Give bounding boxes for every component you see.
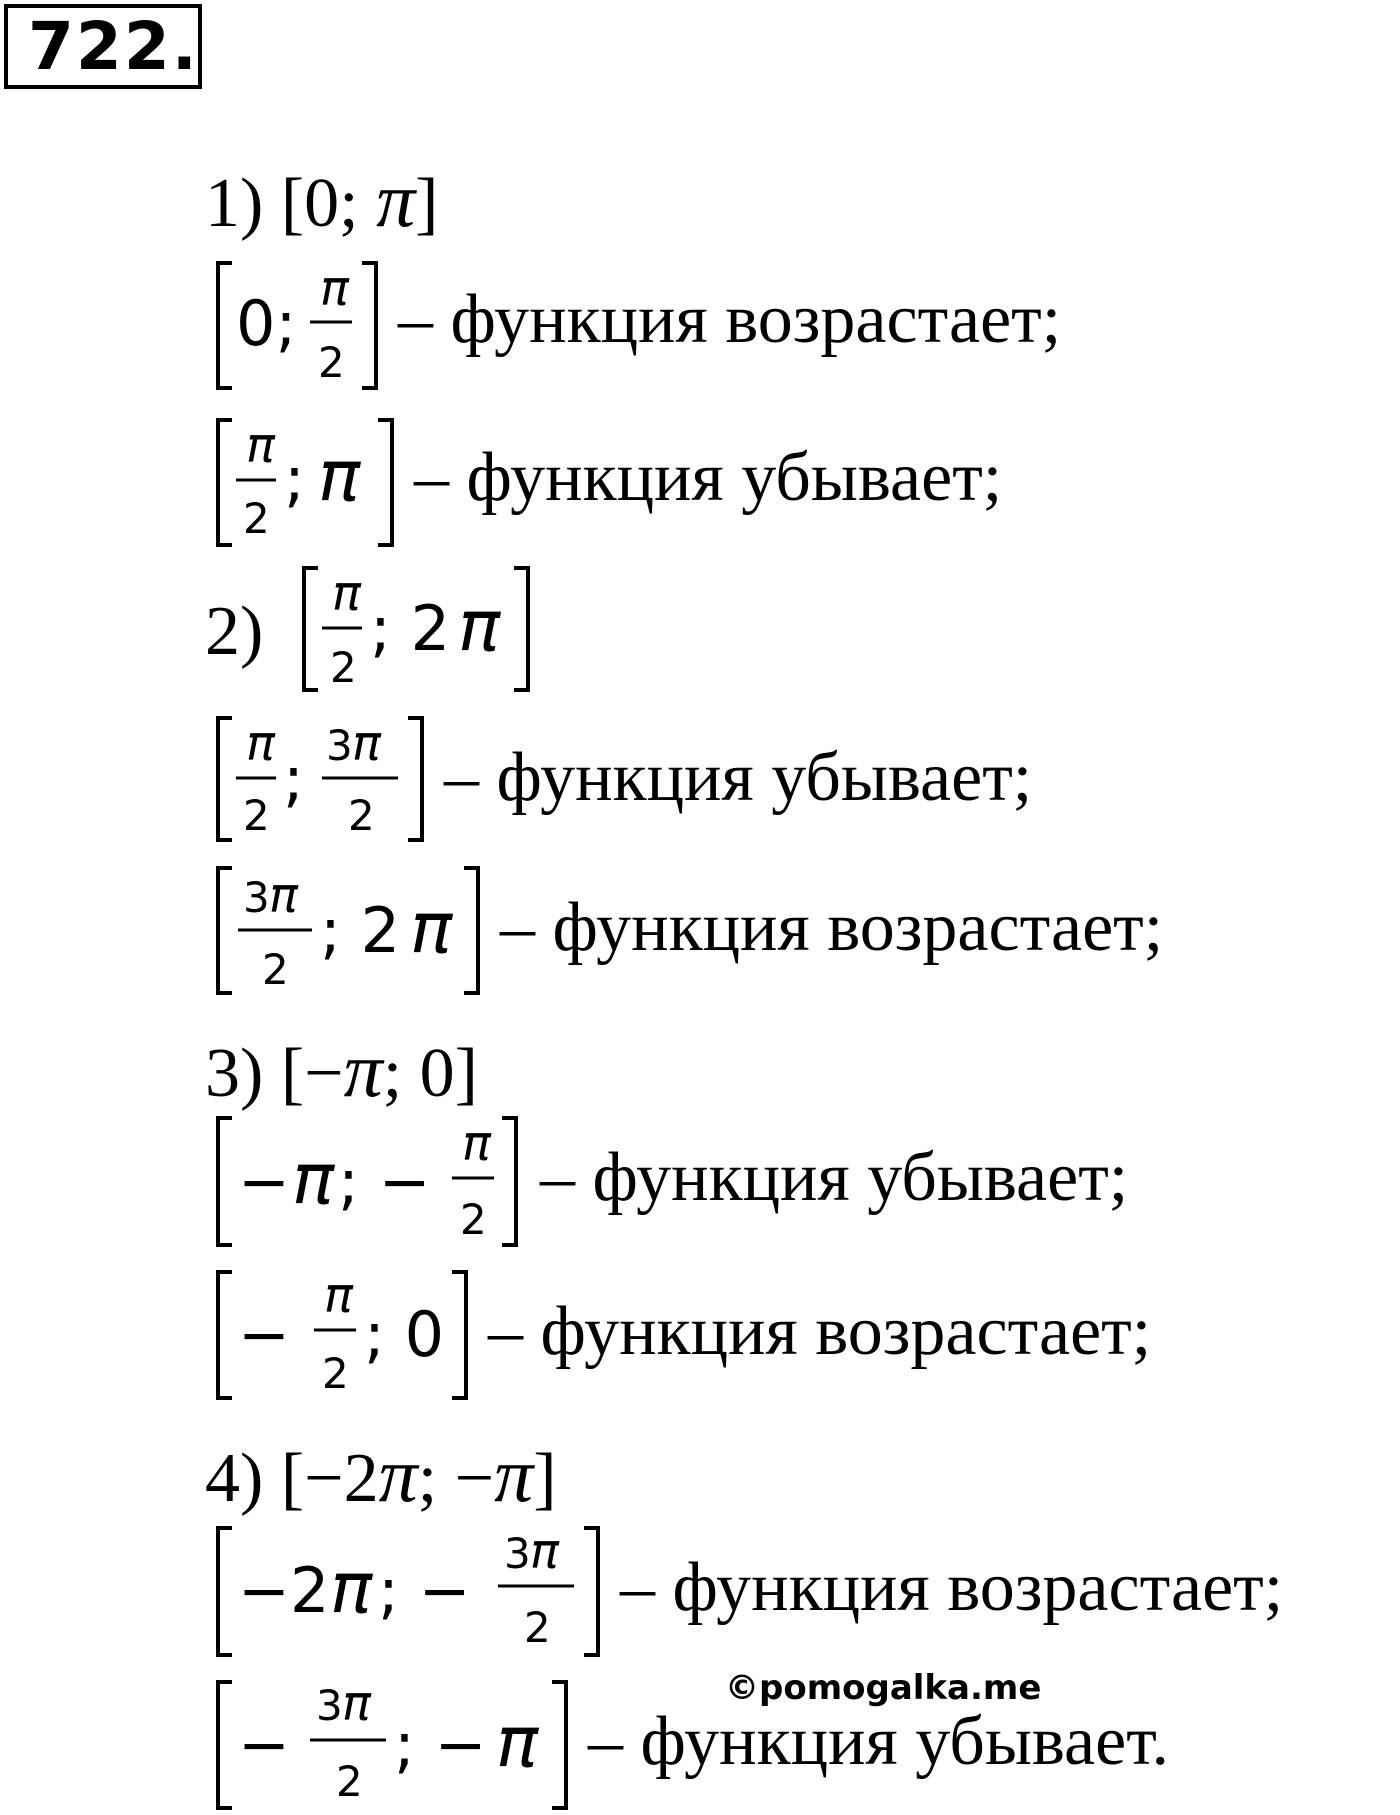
svg-text:π: π <box>530 1524 559 1580</box>
svg-text:3: 3 <box>316 1681 343 1730</box>
svg-text:π: π <box>324 1268 353 1324</box>
svg-text:π: π <box>332 566 361 622</box>
item-4-label: 4) <box>205 1440 264 1517</box>
item-3-label: 3) <box>205 1035 264 1112</box>
item-1-part-1-interval <box>218 261 376 388</box>
item-1-part-2-text: – функция убывает; <box>414 439 1003 516</box>
svg-text:2: 2 <box>524 1603 551 1652</box>
svg-text:π: π <box>269 868 298 924</box>
item-4-interval: [−2π; −π] <box>280 1431 557 1518</box>
item-4-part-1-interval <box>218 1524 598 1655</box>
item-1-part-2-interval <box>218 418 392 545</box>
svg-text:π: π <box>318 435 361 517</box>
svg-text:π: π <box>246 716 275 772</box>
item-2-part-1-text: – функция убывает; <box>444 739 1033 816</box>
svg-text:3: 3 <box>243 873 270 922</box>
item-4-part-1-text: – функция возрастает; <box>620 1549 1284 1626</box>
item-2-part-2-text: – функция возрастает; <box>500 889 1164 966</box>
item-2-part-1-interval <box>218 716 422 840</box>
svg-text:−2: −2 <box>238 1554 330 1627</box>
svg-text:3: 3 <box>326 721 353 770</box>
svg-text:3: 3 <box>504 1529 531 1578</box>
svg-text:; 2: ; 2 <box>370 592 451 665</box>
svg-text:−: − <box>238 1708 290 1781</box>
svg-text:π: π <box>496 1701 539 1783</box>
svg-text:2: 2 <box>336 1757 363 1806</box>
svg-text:2: 2 <box>460 1195 487 1244</box>
item-4-header <box>205 1430 557 1520</box>
item-4-part-2-interval <box>218 1676 566 1808</box>
svg-text:π: π <box>330 1547 373 1629</box>
svg-text:−: − <box>238 1298 290 1371</box>
svg-text:2: 2 <box>318 338 345 387</box>
svg-text:;: ; <box>283 742 304 815</box>
item-3-part-1-interval <box>218 1116 516 1245</box>
svg-text:; −: ; − <box>378 1554 471 1627</box>
item-2-label: 2) <box>205 593 264 670</box>
problem-number: 722. <box>4 4 202 89</box>
svg-text:; 0: ; 0 <box>364 1298 445 1371</box>
item-3-part-2-interval <box>218 1268 466 1398</box>
item-1-interval: [0; π] <box>280 156 439 243</box>
svg-text:π: π <box>320 261 349 317</box>
svg-text:π: π <box>292 1138 335 1220</box>
svg-text:2: 2 <box>243 791 270 840</box>
svg-text:2: 2 <box>330 643 357 692</box>
svg-text:2: 2 <box>322 1349 349 1398</box>
svg-text:2: 2 <box>348 791 375 840</box>
svg-text:;: ; <box>284 442 305 515</box>
svg-text:π: π <box>352 716 381 772</box>
item-4-part-2-text: – функция убывает. <box>588 1703 1170 1780</box>
svg-text:; 2: ; 2 <box>320 894 401 967</box>
svg-text:2: 2 <box>243 494 270 543</box>
svg-text:−: − <box>238 1145 290 1218</box>
svg-text:; −: ; − <box>338 1145 431 1218</box>
svg-text:π: π <box>246 418 275 474</box>
watermark: ©pomogalka.me <box>725 1668 1042 1708</box>
svg-text:π: π <box>458 585 501 667</box>
svg-text:2: 2 <box>262 945 289 994</box>
item-3-header <box>205 1025 478 1115</box>
svg-text:π: π <box>410 887 453 969</box>
item-2-header <box>205 592 263 672</box>
item-2-part-2-interval <box>218 868 478 994</box>
svg-text:π: π <box>342 1676 371 1732</box>
item-1-part-1-text: – функция возрастает; <box>398 281 1062 358</box>
svg-text:; −: ; − <box>394 1708 487 1781</box>
item-3-part-1-text: – функция убывает; <box>540 1139 1129 1216</box>
svg-text:π: π <box>462 1116 491 1172</box>
item-3-part-2-text: – функция возрастает; <box>488 1293 1152 1370</box>
item-3-interval: [−π; 0] <box>280 1026 478 1113</box>
svg-text:0;: 0; <box>236 287 297 360</box>
item-2-interval <box>304 566 528 692</box>
item-1-label: 1) <box>205 165 264 242</box>
